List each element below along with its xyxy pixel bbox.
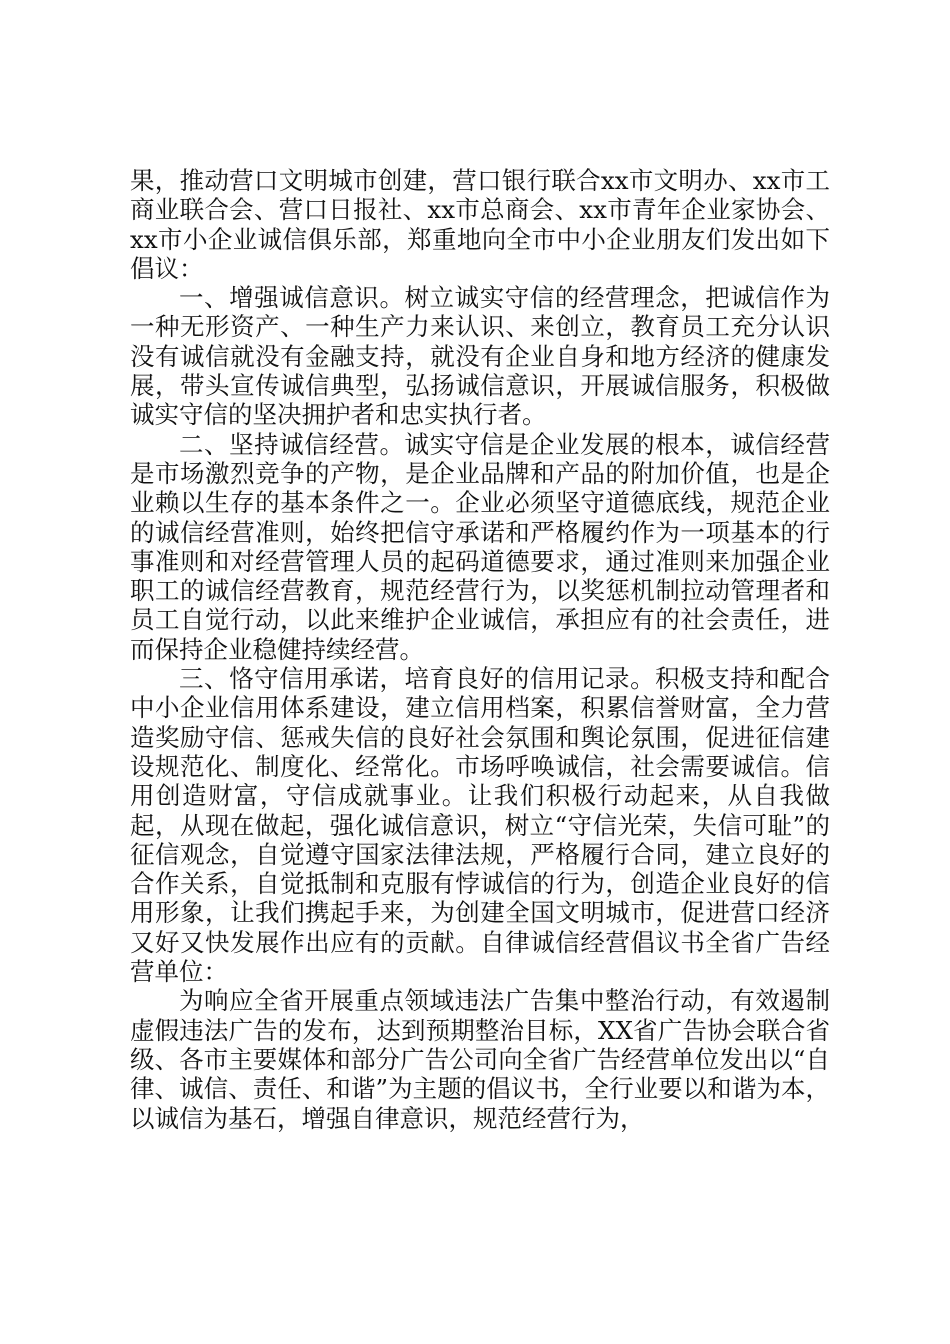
paragraph-integrity-awareness: 一、增强诚信意识。树立诚实守信的经营理念，把诚信作为一种无形资产、一种生产力来认识、来创立，教育员工充分认识没有诚信就没有金融支持，就没有企业自身和地方经济的健康发展，带头宣传诚信典型，弘扬诚信意识，开展诚信服务，积极做诚实守信的坚决拥护者和忠实执行者。 — [130, 283, 830, 430]
document-body — [130, 166, 830, 1133]
paragraph-integrity-operation: 二、坚持诚信经营。诚实守信是企业发展的根本，诚信经营是市场激烈竞争的产物，是企业品牌和产品的附加价值，也是企业赖以生存的基本条件之一。企业必须坚守道德底线，规范企业的诚信经营准则，始终把信守承诺和严格履约作为一项基本的行事准则和对经营管理人员的起码道德要求，通过准则来加强企业职工的诚信经营教育，规范经营行为，以奖惩机制拉动管理者和员工自觉行动，以此来维护企业诚信，承担应有的社会责任，进而保持企业稳健持续经营。 — [130, 429, 830, 664]
paragraph-continuation: 果，推动营口文明城市创建，营口银行联合xx市文明办、xx市工商业联合会、营口日报社、xx市总商会、xx市青年企业家协会、xx市小企业诚信俱乐部，郑重地向全市中小企业朋友们发出如下倡议： — [130, 166, 830, 283]
paragraph-credit-commitment: 三、恪守信用承诺，培育良好的信用记录。积极支持和配合中小企业信用体系建设，建立信用档案，积累信誉财富，全力营造奖励守信、惩戒失信的良好社会氛围和舆论氛围，促进征信建设规范化、制度化、经常化。市场呼唤诚信，社会需要诚信。信用创造财富，守信成就事业。让我们积极行动起来，从自我做起，从现在做起，强化诚信意识，树立“守信光荣，失信可耻”的征信观念，自觉遵守国家法律法规，严格履行合同，建立良好的合作关系，自觉抵制和克服有悖诚信的行为，创造企业良好的信用形象，让我们携起手来，为创建全国文明城市，促进营口经济又好又快发展作出应有的贡献。自律诚信经营倡议书全省广告经营单位： — [130, 664, 830, 987]
paragraph-advertising-initiative: 为响应全省开展重点领域违法广告集中整治行动，有效遏制虚假违法广告的发布，达到预期整治目标，XX省广告协会联合省级、各市主要媒体和部分广告公司向全省广告经营单位发出以“自律、诚信、责任、和谐”为主题的倡议书，全行业要以和谐为本，以诚信为基石，增强自律意识，规范经营行为， — [130, 986, 830, 1133]
